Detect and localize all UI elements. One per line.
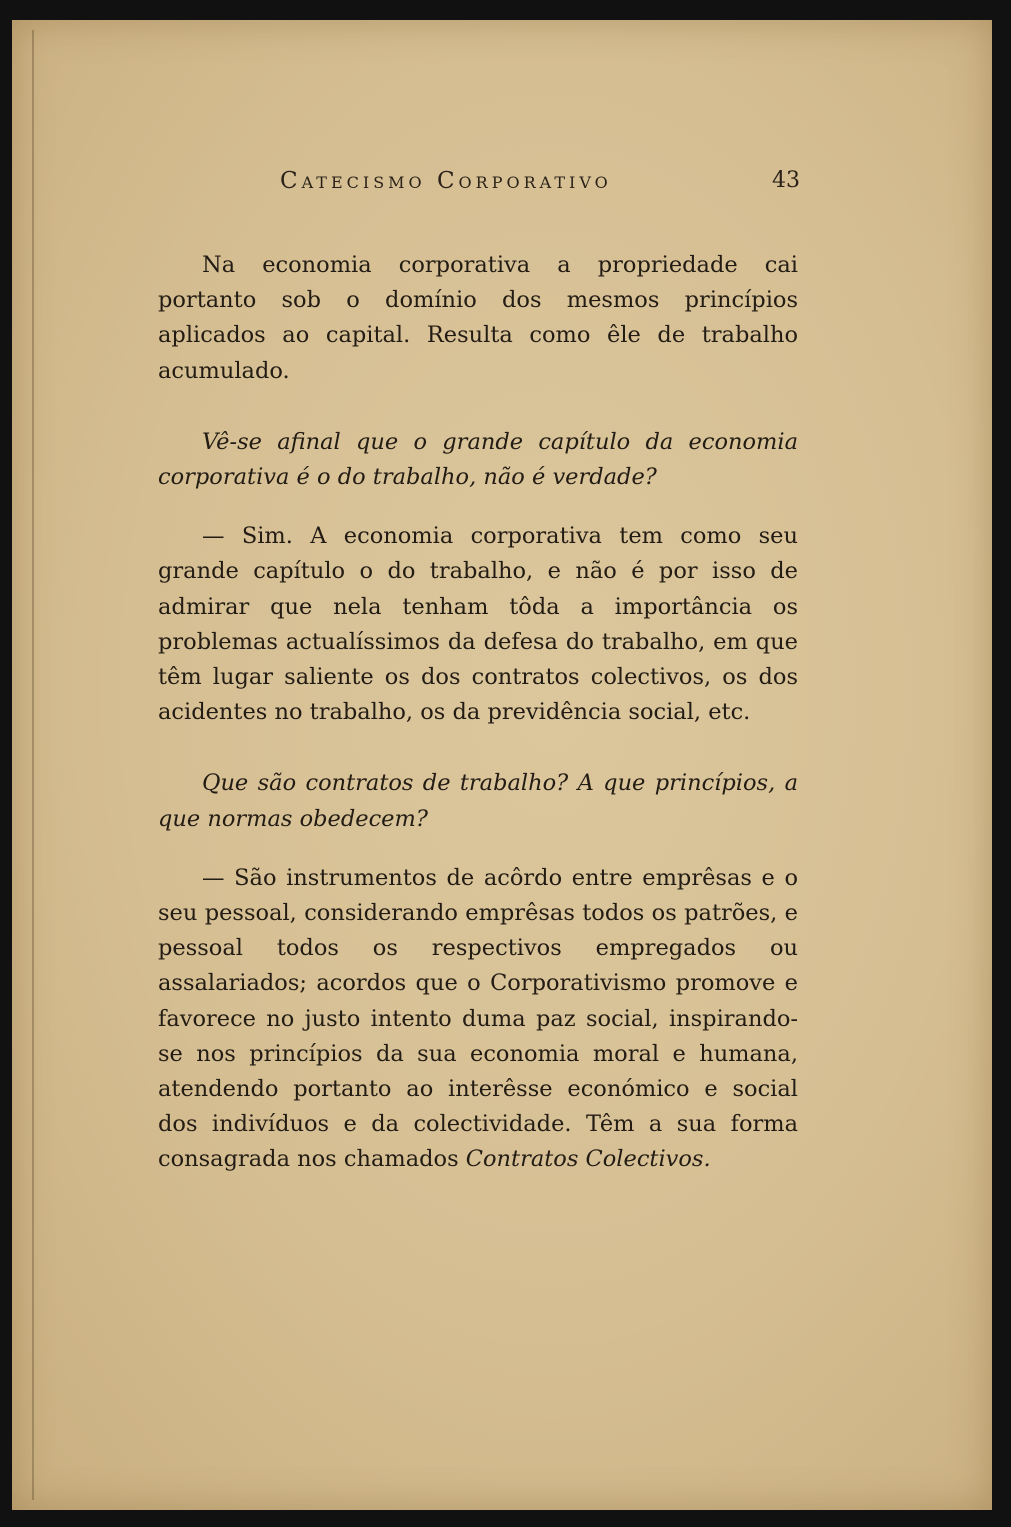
collective-contracts-term: Contratos Colectivos. (465, 1146, 711, 1173)
question-labour-contracts: Que são contratos de trabalho? A que princípios, a que normas obedecem? (158, 770, 798, 832)
paragraph-property: Na economia corporativa a propriedade cai portanto sob o domínio dos mesmos princípios aplicados ao capital. Resulta como êle de trabalho acumulado. (158, 252, 798, 384)
book-page (12, 20, 992, 1510)
question-labour-chapter: Vê-se afinal que o grande capítulo da economia corporativa é o do trabalho, não é verdade? (158, 428, 798, 491)
answer-labour-chapter: — Sim. A economia corporativa tem como seu grande capítulo o do trabalho, e não é por isso de admirar que nela tenham tôda a importância os problemas actualíssimos da defesa do trabalho, em que têm lugar saliente os dos contratos colectivos, os dos acidentes no trabalho, os da previdência social, etc. (158, 523, 798, 726)
running-title: Catecismo Corporativo (280, 168, 612, 194)
page-gutter-line (32, 30, 34, 1500)
answer-labour-contracts-text: — São instrumentos de acôrdo entre emprêsas e o seu pessoal, considerando emprêsas todos os patrões, e pessoal todos os respectivos empregados ou assalariados; acordos que o Corporativismo promove e favorece no justo intento duma paz social, inspirando-se nos princípios da sua economia moral e humana, atendendo portanto ao interêsse económico e social dos indivíduos e da colectividade. Têm a sua forma consagrada nos chamados (158, 864, 798, 1173)
page-number: 43 (772, 168, 800, 193)
page-body (158, 248, 798, 1178)
answer-labour-contracts (158, 861, 798, 1178)
